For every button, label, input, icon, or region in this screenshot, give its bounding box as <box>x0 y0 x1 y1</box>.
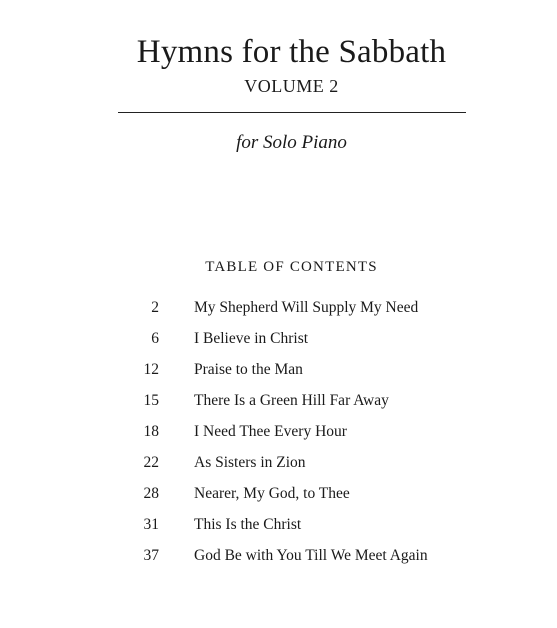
toc-page-number: 37 <box>143 547 159 564</box>
toc-page-number: 12 <box>143 361 159 378</box>
toc-heading: TABLE OF CONTENTS <box>205 259 378 275</box>
toc-list <box>0 295 557 574</box>
toc-hymn-title: This Is the Christ <box>194 516 302 533</box>
toc-entry <box>0 357 557 388</box>
toc-entry <box>0 419 557 450</box>
instrumentation-tagline: for Solo Piano <box>236 132 347 153</box>
toc-hymn-title: My Shepherd Will Supply My Need <box>194 299 419 316</box>
toc-hymn-title: God Be with You Till We Meet Again <box>194 547 428 564</box>
toc-entry <box>0 295 557 326</box>
title-divider <box>118 112 466 113</box>
toc-entry <box>0 481 557 512</box>
toc-entry <box>0 388 557 419</box>
toc-entry <box>0 326 557 357</box>
toc-entry <box>0 543 557 574</box>
toc-hymn-title: As Sisters in Zion <box>194 454 306 471</box>
page-title: Hymns for the Sabbath <box>136 34 447 70</box>
toc-page-number: 22 <box>143 454 159 471</box>
toc-page-number: 28 <box>143 485 159 502</box>
toc-hymn-title: Praise to the Man <box>194 361 303 378</box>
toc-hymn-title: I Believe in Christ <box>194 330 309 347</box>
toc-page-number: 18 <box>143 423 159 440</box>
toc-entry <box>0 450 557 481</box>
toc-page-number: 6 <box>151 330 159 347</box>
toc-page-number: 2 <box>151 299 159 316</box>
toc-page-number: 31 <box>143 516 159 533</box>
toc-hymn-title: There Is a Green Hill Far Away <box>194 392 389 409</box>
toc-hymn-title: Nearer, My God, to Thee <box>194 485 350 502</box>
toc-entry <box>0 512 557 543</box>
volume-label: VOLUME 2 <box>244 76 339 96</box>
toc-page-number: 15 <box>143 392 159 409</box>
toc-hymn-title: I Need Thee Every Hour <box>194 423 347 440</box>
